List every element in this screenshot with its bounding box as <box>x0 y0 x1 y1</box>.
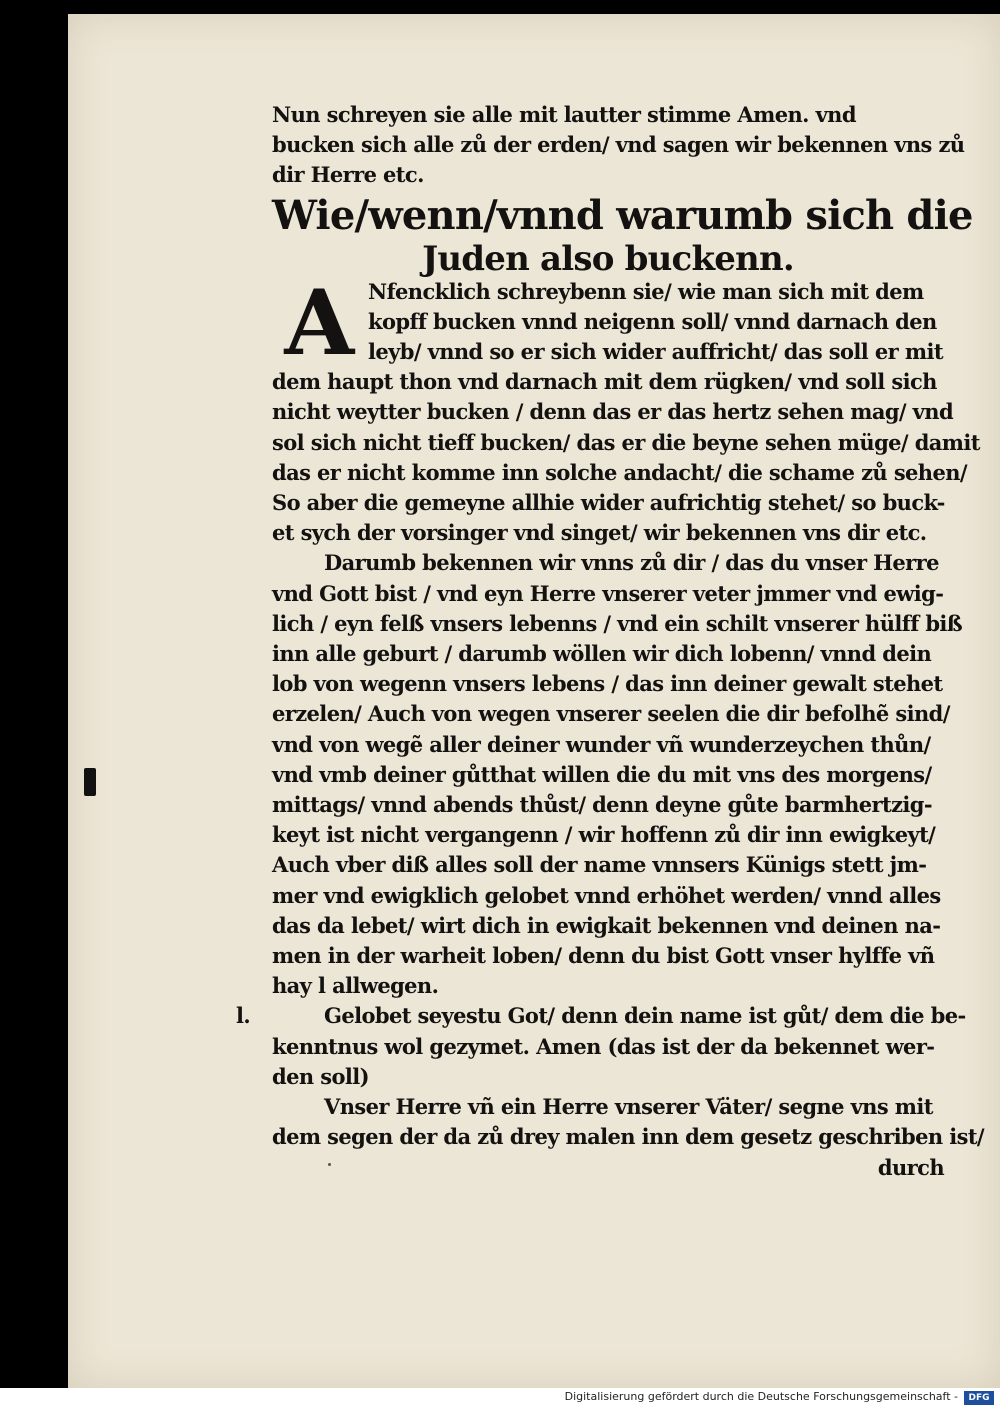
paragraph-3 <box>236 1001 966 1092</box>
text-line: Darumb bekennen wir vnns zů dir / das du vnser Herre <box>324 550 939 576</box>
text-line: vnd Gott bist / vnd eyn Herre vnserer veter jmmer vnd ewig- <box>272 580 944 606</box>
decorated-initial: A <box>284 269 354 376</box>
margin-note: l. <box>236 1003 251 1029</box>
footer-credit: Digitalisierung gefördert durch die Deutsche Forschungsgemeinschaft - <box>564 1390 958 1403</box>
text-line: bucken sich alle zů der erden/ vnd sagen wir bekennen vns zů <box>272 132 965 158</box>
paragraph-1-continued <box>272 367 980 548</box>
text-line: hay l allwegen. <box>272 973 439 999</box>
text-line: dir Herre etc. <box>272 162 424 188</box>
catchword: durch <box>877 1154 944 1180</box>
text-line: dem haupt thon vnd darnach mit dem rügken/ vnd soll sich <box>272 369 937 395</box>
text-line: vnd vmb deiner gůtthat willen die du mit vns des morgens/ <box>272 761 932 787</box>
page-edge-mark <box>84 768 96 796</box>
paragraph-2 <box>272 548 963 1001</box>
text-line: Auch vber diß alles soll der name vnnsers Künigs stett jm- <box>272 852 927 878</box>
text-line: das er nicht komme inn solche andacht/ die schame zů sehen/ <box>272 459 967 485</box>
text-line: Nun schreyen sie alle mit lautter stimme Amen. vnd <box>272 102 856 127</box>
text-line: keyt ist nicht vergangenn / wir hoffenn zů dir inn ewigkeyt/ <box>272 822 936 848</box>
text-line: Nfencklich schreybenn sie/ wie man sich mit dem <box>368 278 924 304</box>
text-line: So aber die gemeyne allhie wider aufrichtig stehet/ so buck- <box>272 490 945 516</box>
footer-bar <box>0 1388 1000 1408</box>
text-line: mittags/ vnnd abends thůst/ denn deyne gůte barmhertzig- <box>272 792 932 818</box>
text-line: den soll) <box>272 1063 369 1089</box>
text-line: Gelobet seyestu Got/ denn dein name ist gůt/ dem die be- <box>324 1003 966 1029</box>
text-line: et sych der vorsinger vnd singet/ wir bekennen vns dir etc. <box>272 520 927 546</box>
text-line: inn alle geburt / darumb wöllen wir dich lobenn/ vnnd dein <box>272 641 932 667</box>
dfg-logo: DFG <box>964 1391 994 1405</box>
text-line: erzelen/ Auch von wegen vnserer seelen die dir befolhẽ sind/ <box>272 701 950 727</box>
paragraph-4 <box>272 1092 984 1152</box>
text-line: nicht weytter bucken / denn das er das hertz sehen mag/ vnd <box>272 399 954 425</box>
section-heading: Wie/wenn/vnnd warumb sich die <box>272 191 973 239</box>
text-line: das da lebet/ wirt dich in ewigkait bekennen vnd deinen na- <box>272 912 941 938</box>
text-line: kopff bucken vnnd neigenn soll/ vnnd darnach den <box>368 308 937 334</box>
section-heading-line-2: Juden also buckenn. <box>422 238 794 279</box>
text-line: mer vnd ewigklich gelobet vnnd erhöhet werden/ vnnd alles <box>272 882 941 908</box>
text-line: dem segen der da zů drey malen inn dem gesetz geschriben ist/ <box>272 1124 984 1150</box>
initial-paragraph <box>272 269 944 376</box>
text-line: sol sich nicht tieff bucken/ das er die beyne sehen müge/ damit <box>272 429 980 455</box>
text-line: lich / eyn felß vnsers lebenns / vnd ein schilt vnserer hülff biß <box>272 610 963 636</box>
text-line: vnd von wegẽ aller deiner wunder vñ wunderzeychen thůn/ <box>272 731 931 757</box>
top-lines <box>272 100 965 191</box>
page-speck <box>328 1163 331 1166</box>
text-line: kenntnus wol gezymet. Amen (das ist der da bekennet wer- <box>272 1033 935 1059</box>
text-line: lob von wegenn vnsers lebens / das inn deiner gewalt stehet <box>272 671 943 697</box>
text-line: leyb/ vnnd so er sich wider auffricht/ das soll er mit <box>368 339 943 365</box>
text-line: Vnser Herre vñ ein Herre vnserer Väter/ segne vns mit <box>324 1094 933 1120</box>
initial-lines <box>272 269 944 376</box>
page-text <box>236 100 984 1183</box>
text-line: men in der warheit loben/ denn du bist Gott vnser hylffe vñ <box>272 943 935 969</box>
